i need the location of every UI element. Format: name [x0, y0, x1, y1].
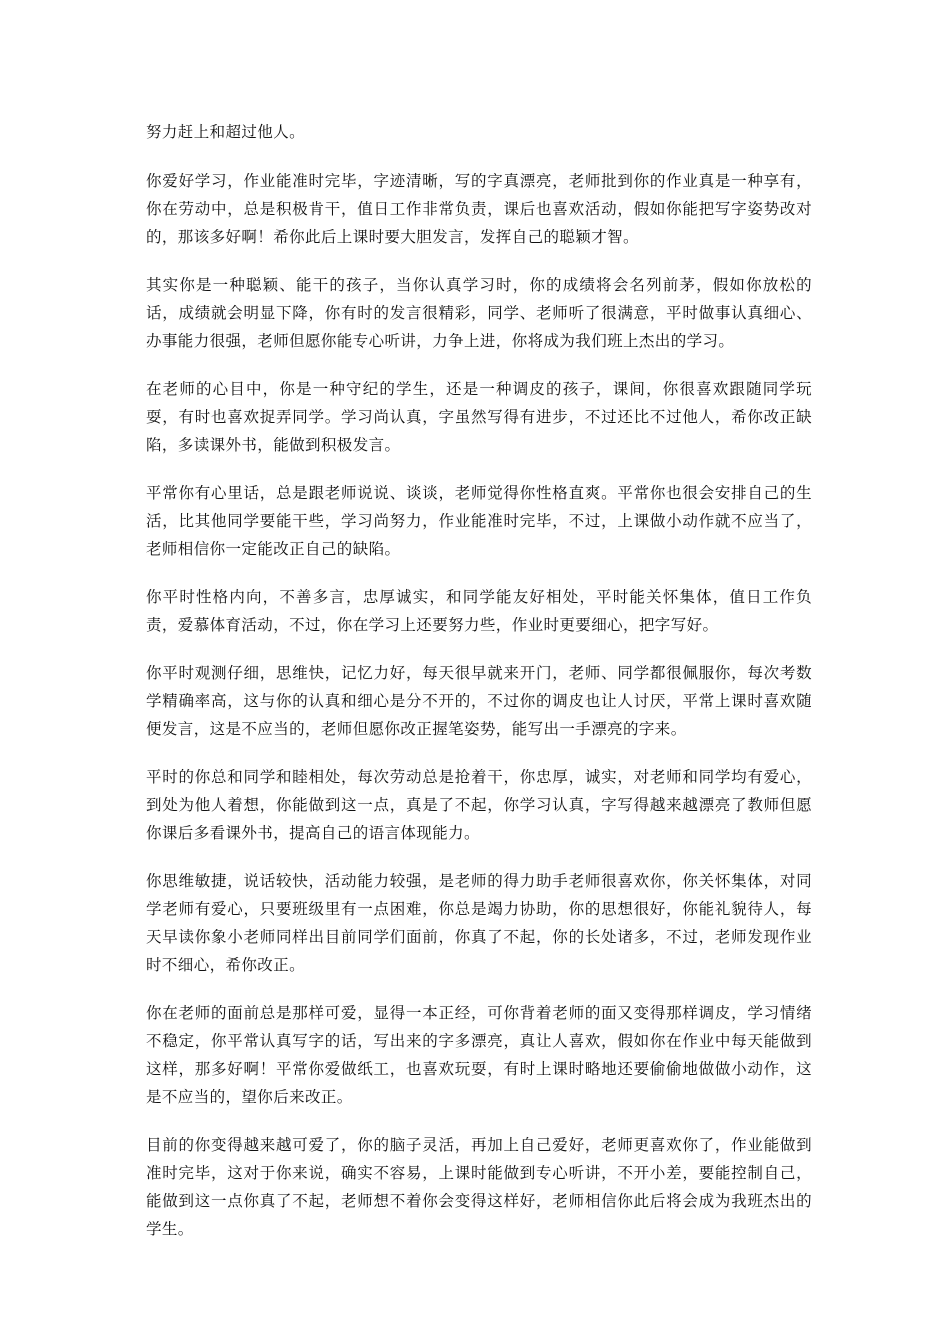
document-page — [146, 118, 812, 1263]
paragraph-8: 平时的你总和同学和睦相处，每次劳动总是抢着干，你忠厚，诚实，对老师和同学均有爱心，到处为他人着想，你能做到这一点，真是了不起，你学习认真，字写得越来越漂亮了教师但愿你课后多看课外书，提高自己的语言体现能力。 — [146, 768, 812, 842]
paragraph-1: 努力赶上和超过他人。 — [146, 123, 306, 141]
paragraph-3: 其实你是一种聪颖、能干的孩子，当你认真学习时，你的成绩将会名列前茅，假如你放松的话，成绩就会明显下降，你有时的发言很精彩，同学、老师听了很满意，平时做事认真细心、办事能力很强，老师但愿你能专心听讲，力争上进，你将成为我们班上杰出的学习。 — [146, 276, 812, 350]
paragraph-5: 平常你有心里话，总是跟老师说说、谈谈，老师觉得你性格直爽。平常你也很会安排自己的生活，比其他同学要能干些，学习尚努力，作业能准时完毕，不过，上课做小动作就不应当了，老师相信你一定能改正自己的缺陷。 — [146, 484, 812, 558]
paragraph-7: 你平时观测仔细，思维快，记忆力好，每天很早就来开门，老师、同学都很佩服你，每次考数学精确率高，这与你的认真和细心是分不开的，不过你的调皮也让人讨厌，平常上课时喜欢随便发言，这是不应当的，老师但愿你改正握笔姿势，能写出一手漂亮的字来。 — [146, 664, 812, 738]
paragraph-11: 目前的你变得越来越可爱了，你的脑子灵活，再加上自己爱好，老师更喜欢你了，作业能做到准时完毕，这对于你来说，确实不容易，上课时能做到专心听讲，不开小差，要能控制自己，能做到这一点你真了不起，老师想不着你会变得这样好，老师相信你此后将会成为我班杰出的学生。 — [146, 1136, 812, 1238]
paragraph-9: 你思维敏捷，说话较快，活动能力较强，是老师的得力助手老师很喜欢你，你关怀集体，对同学老师有爱心，只要班级里有一点困难，你总是竭力协助，你的思想很好，你能礼貌待人，每天早读你象小老师同样出目前同学们面前，你真了不起，你的长处诸多，不过，老师发现作业时不细心，希你改正。 — [146, 872, 812, 974]
paragraph-2: 你爱好学习，作业能准时完毕，字迹清晰，写的字真漂亮，老师批到你的作业真是一种享有，你在劳动中，总是积极肯干，值日工作非常负责，课后也喜欢活动，假如你能把写字姿势改对的，那该多好啊！希你此后上课时要大胆发言，发挥自己的聪颖才智。 — [146, 172, 812, 246]
paragraph-4: 在老师的心目中，你是一种守纪的学生，还是一种调皮的孩子，课间，你很喜欢跟随同学玩耍，有时也喜欢捉弄同学。学习尚认真，字虽然写得有进步，不过还比不过他人，希你改正缺陷，多读课外书，能做到积极发言。 — [146, 380, 812, 454]
paragraph-6: 你平时性格内向，不善多言，忠厚诚实，和同学能友好相处，平时能关怀集体，值日工作负责，爱慕体育活动，不过，你在学习上还要努力些，作业时更要细心，把字写好。 — [146, 588, 812, 634]
paragraph-10: 你在老师的面前总是那样可爱，显得一本正经，可你背着老师的面又变得那样调皮，学习情绪不稳定，你平常认真写字的话，写出来的字多漂亮，真让人喜欢，假如你在作业中每天能做到这样，那多好啊！平常你爱做纸工，也喜欢玩耍，有时上课时略地还要偷偷地做做小动作，这是不应当的，望你后来改正。 — [146, 1004, 812, 1106]
